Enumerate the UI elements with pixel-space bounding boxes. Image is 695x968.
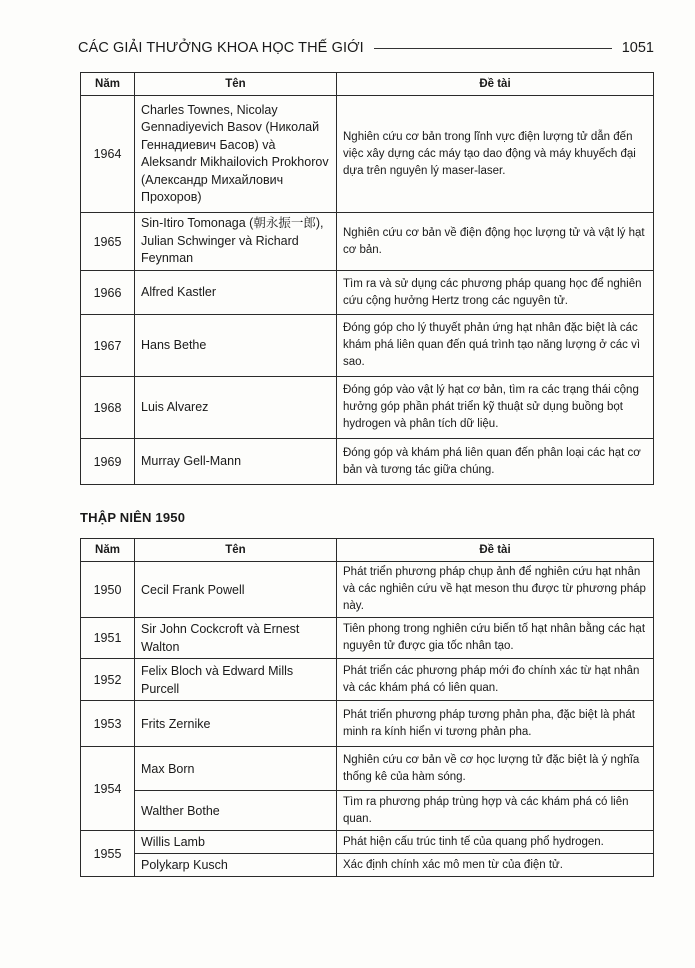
year-cell: 1964 (81, 96, 135, 213)
topic-cell: Đóng góp vào vật lý hạt cơ bản, tìm ra các trạng thái cộng hưởng góp phần phát triển kỹ thuật sử dụng buồng bọt hydrogen và phân tích dữ liệu. (337, 377, 654, 439)
name-cell: Hans Bethe (135, 315, 337, 377)
name-cell: Sir John Cockcroft và Ernest Walton (135, 618, 337, 659)
table-header-row (81, 73, 654, 96)
table-row (81, 377, 654, 439)
section-title: THẬP NIÊN 1950 (80, 510, 186, 525)
name-cell: Murray Gell-Mann (135, 439, 337, 485)
year-cell: 1950 (81, 562, 135, 618)
col-header-year: Năm (81, 73, 135, 96)
table-row (81, 618, 654, 659)
year-cell: 1954 (81, 747, 135, 831)
year-cell: 1966 (81, 271, 135, 315)
name-cell: Alfred Kastler (135, 271, 337, 315)
year-cell: 1968 (81, 377, 135, 439)
header-rule (374, 48, 612, 49)
topic-cell: Nghiên cứu cơ bản về điện động học lượng tử và vật lý hạt cơ bản. (337, 213, 654, 271)
table-row (81, 831, 654, 854)
name-cell: Charles Townes, Nicolay Gennadiyevich Basov (Николай Геннадиевич Басов) và Aleksandr Mikhailovich Prokhorov (Александр Михайлович Прохоров) (135, 96, 337, 213)
topic-cell: Phát hiện cấu trúc tinh tế của quang phổ hydrogen. (337, 831, 654, 854)
topic-cell: Xác định chính xác mô men từ của điện tử. (337, 854, 654, 877)
topic-cell: Phát triển phương pháp chụp ảnh để nghiên cứu hạt nhân và các nghiên cứu về hạt meson thu được từ phương pháp này. (337, 562, 654, 618)
col-header-topic: Đề tài (337, 539, 654, 562)
table-row (81, 271, 654, 315)
page-number: 1051 (621, 40, 654, 56)
table-1960s (80, 72, 654, 485)
year-cell: 1967 (81, 315, 135, 377)
table-row (81, 659, 654, 701)
topic-cell: Nghiên cứu cơ bản về cơ học lượng tử đặc biệt là ý nghĩa thống kê của hàm sóng. (337, 747, 654, 791)
name-cell: Walther Bothe (135, 791, 337, 831)
year-cell: 1955 (81, 831, 135, 877)
table-row (81, 701, 654, 747)
name-cell: Sin-Itiro Tomonaga (朝永振一郎), Julian Schwinger và Richard Feynman (135, 213, 337, 271)
topic-cell: Nghiên cứu cơ bản trong lĩnh vực điện lượng tử dẫn đến việc xây dựng các máy tạo dao động và máy khuyếch đại dựa trên nguyên lý maser-laser. (337, 96, 654, 213)
topic-cell: Phát triển phương pháp tương phản pha, đặc biệt là phát minh ra kính hiển vi tương phản pha. (337, 701, 654, 747)
year-cell: 1965 (81, 213, 135, 271)
running-header (78, 37, 654, 59)
year-cell: 1969 (81, 439, 135, 485)
table-1950s (80, 538, 654, 877)
name-cell: Willis Lamb (135, 831, 337, 854)
name-cell: Polykarp Kusch (135, 854, 337, 877)
year-cell: 1951 (81, 618, 135, 659)
name-cell: Max Born (135, 747, 337, 791)
topic-cell: Tìm ra và sử dụng các phương pháp quang học để nghiên cứu cộng hưởng Hertz trong các nguyên tử. (337, 271, 654, 315)
col-header-name: Tên (135, 539, 337, 562)
table-row (81, 747, 654, 791)
table-row (81, 315, 654, 377)
table-row (81, 96, 654, 213)
col-header-topic: Đề tài (337, 73, 654, 96)
name-cell: Luis Alvarez (135, 377, 337, 439)
running-title: CÁC GIẢI THƯỞNG KHOA HỌC THẾ GIỚI (78, 40, 364, 56)
year-cell: 1953 (81, 701, 135, 747)
year-cell: 1952 (81, 659, 135, 701)
name-cell: Cecil Frank Powell (135, 562, 337, 618)
table-row (81, 562, 654, 618)
col-header-year: Năm (81, 539, 135, 562)
table-row (81, 213, 654, 271)
table-row (81, 439, 654, 485)
table-header-row (81, 539, 654, 562)
table-row (81, 791, 654, 831)
table-row (81, 854, 654, 877)
topic-cell: Tìm ra phương pháp trùng hợp và các khám phá có liên quan. (337, 791, 654, 831)
name-cell: Felix Bloch và Edward Mills Purcell (135, 659, 337, 701)
topic-cell: Đóng góp và khám phá liên quan đến phân loại các hạt cơ bản và tương tác giữa chúng. (337, 439, 654, 485)
col-header-name: Tên (135, 73, 337, 96)
topic-cell: Tiên phong trong nghiên cứu biến tố hạt nhân bằng các hạt nguyên tử được gia tốc nhân tạo. (337, 618, 654, 659)
name-cell: Frits Zernike (135, 701, 337, 747)
topic-cell: Phát triển các phương pháp mới đo chính xác từ hạt nhân và các khám phá có liên quan. (337, 659, 654, 701)
topic-cell: Đóng góp cho lý thuyết phản ứng hạt nhân đặc biệt là các khám phá liên quan đến quá trình tạo năng lượng ở các vì sao. (337, 315, 654, 377)
